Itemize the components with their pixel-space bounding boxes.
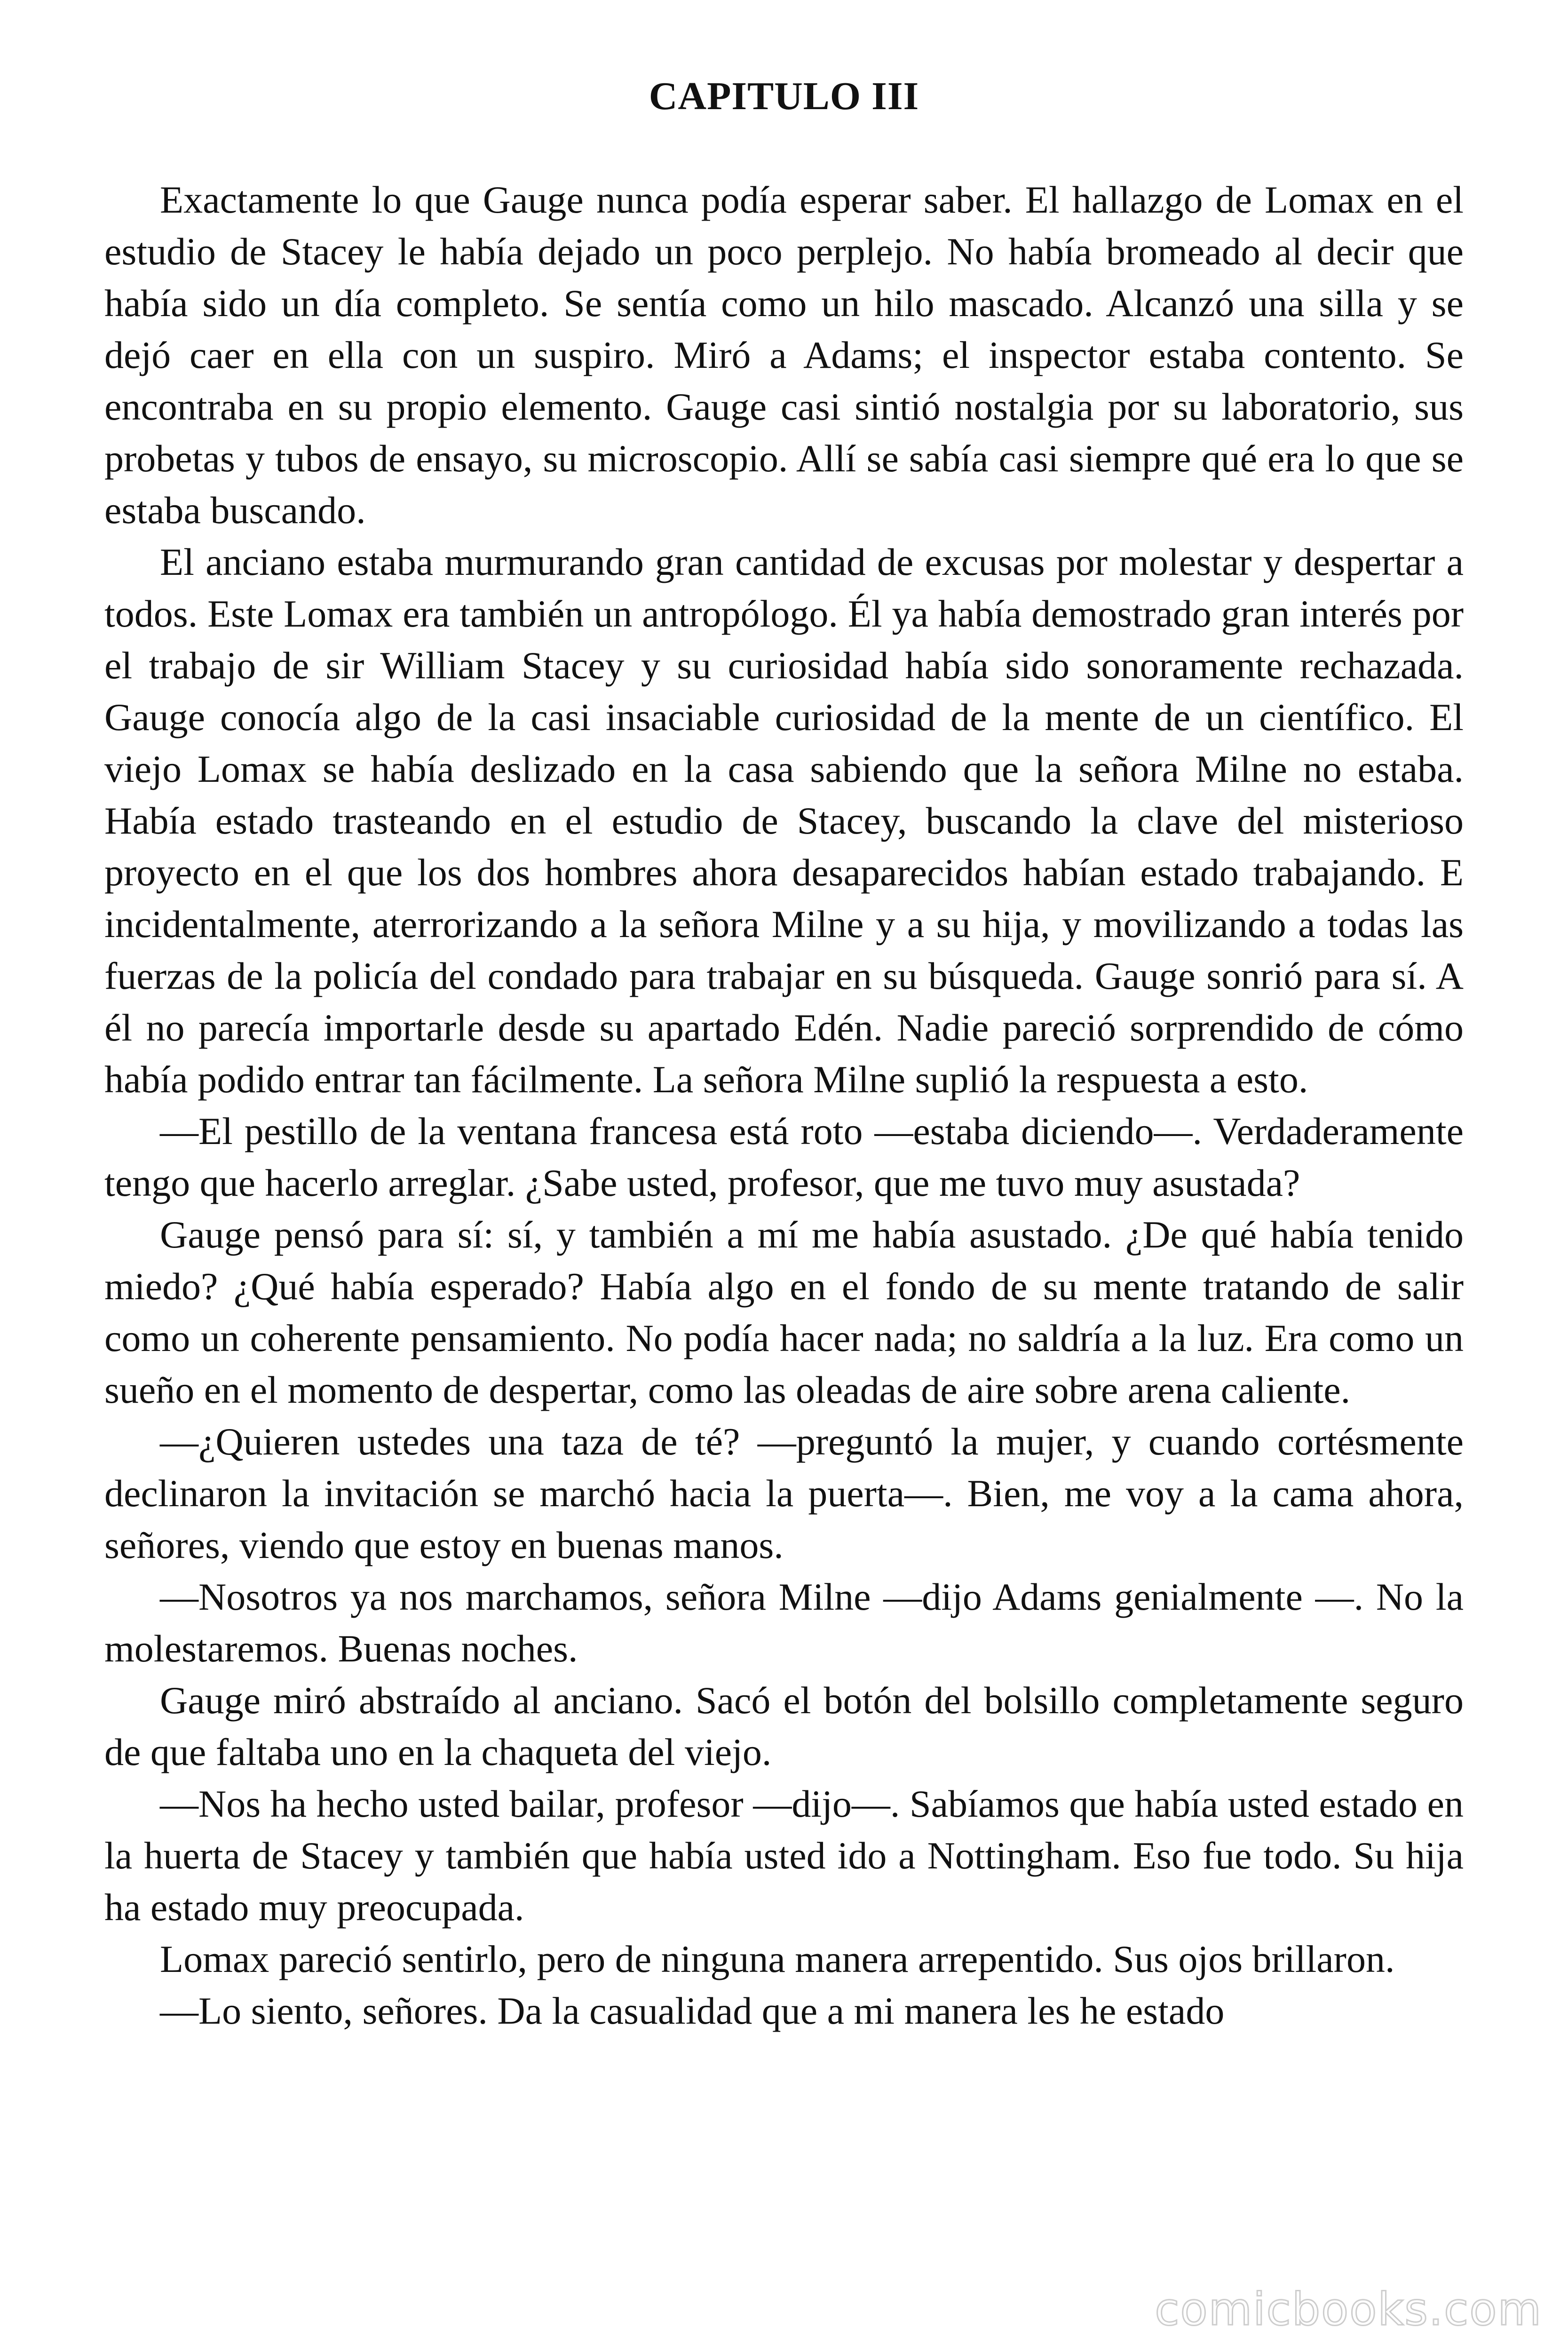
paragraph-9: Lomax pareció sentirlo, pero de ninguna manera arrepentido. Sus ojos brillaron. (160, 1938, 1395, 1980)
paragraph-7: Gauge miró abstraído al anciano. Sacó el botón del bolsillo completamente seguro de que faltaba uno en la chaqueta del viejo. (104, 1679, 1464, 1773)
paragraph-3: —El pestillo de la ventana francesa está roto —estaba diciendo—. Verdaderamente tengo que hacerlo arreglar. ¿Sabe usted, profesor, que me tuvo muy asustada? (104, 1110, 1464, 1204)
chapter-title: CAPITULO III (649, 74, 919, 118)
paragraph-8: —Nos ha hecho usted bailar, profesor —dijo—. Sabíamos que había usted estado en la huerta de Stacey y también que había usted ido a Nottingham. Eso fue todo. Su hija ha estado muy preocupada. (104, 1782, 1464, 1929)
paragraph-4: Gauge pensó para sí: sí, y también a mí me había asustado. ¿De qué había tenido miedo? ¿Qué había esperado? Había algo en el fondo de su mente tratando de salir como un coherente pensamiento. No podía hacer nada; no saldría a la luz. Era como un sueño en el momento de despertar, como las oleadas de aire sobre arena caliente. (104, 1213, 1464, 1411)
chapter-body (104, 174, 1464, 2037)
site-watermark: comicbooks.com (1155, 2284, 1542, 2336)
paragraph-10: —Lo siento, señores. Da la casualidad que a mi manera les he estado (160, 1989, 1225, 2032)
paragraph-5: —¿Quieren ustedes una taza de té? —preguntó la mujer, y cuando cortésmente declinaron la invitación se marchó hacia la puerta—. Bien, me voy a la cama ahora, señores, viendo que estoy en buenas manos. (104, 1420, 1464, 1566)
paragraph-2: El anciano estaba murmurando gran cantidad de excusas por molestar y despertar a todos. Este Lomax era también un antropólogo. Él ya había demostrado gran interés por el trabajo de sir William Stacey y su curiosidad había sido sonoramente rechazada. Gauge conocía algo de la casi insaciable curiosidad de la mente de un científico. El viejo Lomax se había deslizado en la casa sabiendo que la señora Milne no estaba. Había estado trasteando en el estudio de Stacey, buscando la clave del misterioso proyecto en el que los dos hombres ahora desaparecidos habían estado trabajando. E incidentalmente, aterrorizando a la señora Milne y a su hija, y movilizando a todas las fuerzas de la policía del condado para trabajar en su búsqueda. Gauge sonrió para sí. A él no parecía importarle desde su apartado Edén. Nadie pareció sorprendido de cómo había podido entrar tan fácilmente. La señora Milne suplió la respuesta a esto. (104, 540, 1464, 1101)
paragraph-6: —Nosotros ya nos marchamos, señora Milne —dijo Adams genialmente —. No la molestaremos. Buenas noches. (104, 1575, 1464, 1670)
paragraph-1: Exactamente lo que Gauge nunca podía esperar saber. El hallazgo de Lomax en el estudio de Stacey le había dejado un poco perplejo. No había bromeado al decir que había sido un día completo. Se sentía como un hilo mascado. Alcanzó una silla y se dejó caer en ella con un suspiro. Miró a Adams; el inspector estaba contento. Se encontraba en su propio elemento. Gauge casi sintió nostalgia por su laboratorio, sus probetas y tubos de ensayo, su microscopio. Allí se sabía casi siempre qué era lo que se estaba buscando. (104, 178, 1464, 532)
